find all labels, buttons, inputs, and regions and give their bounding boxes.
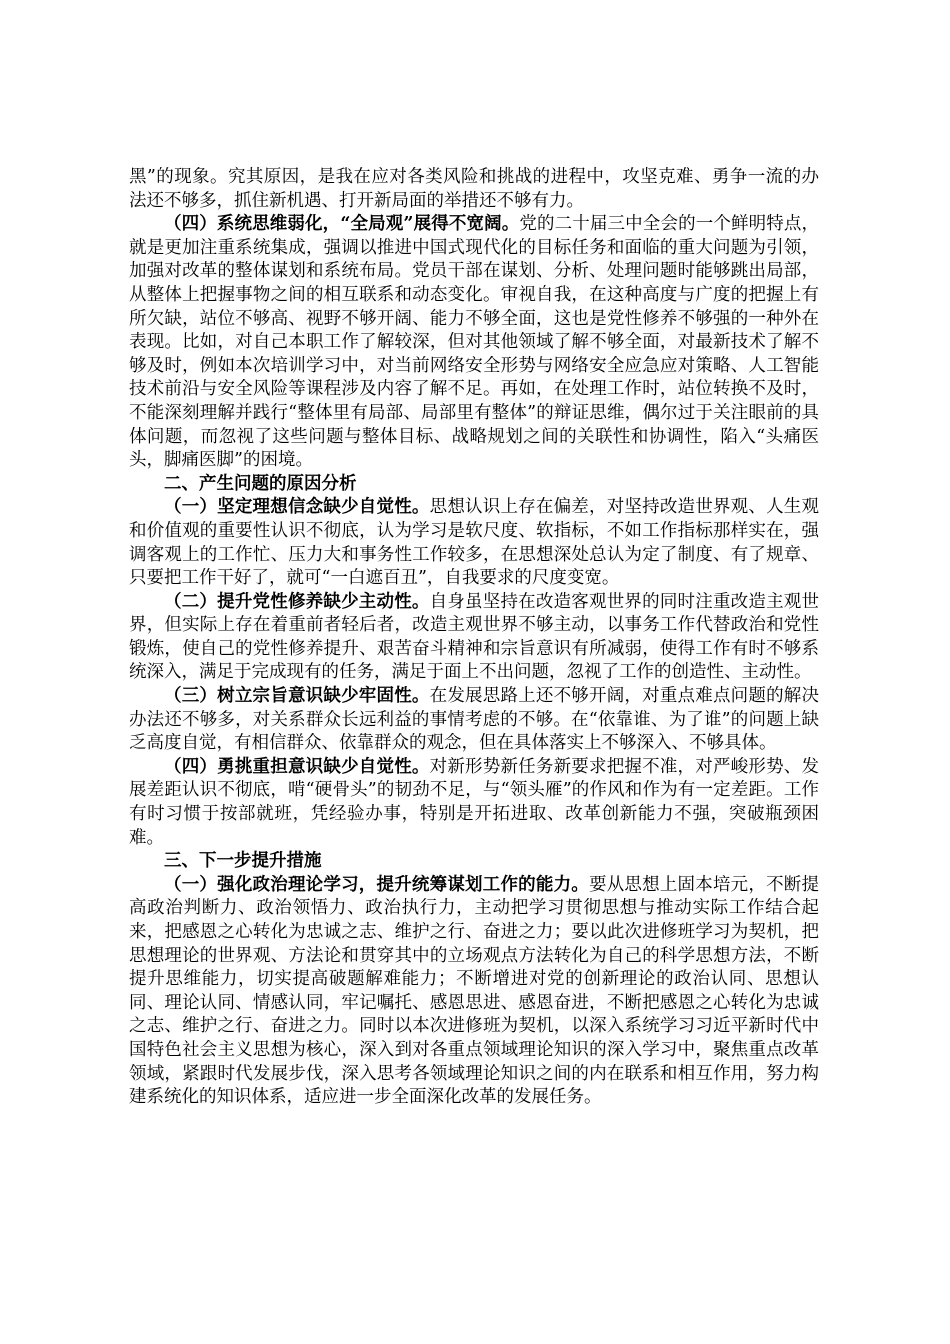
- paragraph-lead: （一）坚定理想信念缺少自觉性。: [164, 497, 430, 518]
- paragraph-text: 黑”的现象。究其原因，是我在应对各类风险和挑战的进程中，攻坚克难、勇争一流的办法还不够多，抓住新机遇、打开新局面的举措还不够有力。: [129, 167, 819, 211]
- paragraph-cause-4: [129, 756, 819, 850]
- paragraph-lead: （四）系统思维弱化，“全局观”展得不宽阔。: [164, 214, 520, 235]
- paragraph-cause-1: [129, 496, 819, 590]
- paragraph-text: 自身虽坚持在改造客观世界的同时注重改造主观世界，但实际上存在着重前者轻后者，改造主观世界不够主动，以事务工作代替政治和党性锻炼，使自己的党性修养提升、艰苦奋斗精神和宗旨意识有所减弱，使得工作有时不够系统深入，满足于完成现有的任务，满足于面上不出问题，忽视了工作的创造性、主动性。: [129, 591, 819, 683]
- document-page: [129, 166, 819, 1110]
- paragraph-cause-2: [129, 591, 819, 685]
- paragraph-lead: （三）树立宗旨意识缺少牢固性。: [164, 686, 430, 707]
- paragraph-text: 在发展思路上还不够开阔，对重点难点问题的解决办法还不够多，对关系群众长远利益的事情考虑的不够。在“依靠谁、为了谁”的问题上缺乏高度自觉，有相信群众、依靠群众的观念，但在具体落实上不够深入、不够具体。: [129, 686, 819, 754]
- paragraph-cause-3: [129, 685, 819, 756]
- paragraph-text: 思想认识上存在偏差，对坚持改造世界观、人生观和价值观的重要性认识不彻底，认为学习是软尺度、软指标，不如工作指标那样实在，强调客观上的工作忙、压力大和事务性工作较多，在思想深处总认为定了制度、有了规章、只要把工作干好了，就可“一白遮百丑”，自我要求的尺度变宽。: [129, 497, 819, 589]
- paragraph-text: 党的二十届三中全会的一个鲜明特点，就是更加注重系统集成，强调以推进中国式现代化的目标任务和面临的重大问题为引领，加强对改革的整体谋划和系统布局。党员干部在谋划、分析、处理问题时能够跳出局部，从整体上把握事物之间的相互联系和动态变化。审视自我，在这种高度与广度的把握上有所欠缺，站位不够高、视野不够开阔、能力不够全面，这也是党性修养不够强的一种外在表现。比如，对自己本职工作了解较深，但对其他领域了解不够全面，对最新技术了解不够及时，例如本次培训学习中，对当前网络安全形势与网络安全应急应对策略、人工智能技术前沿与安全风险等课程涉及内容了解不足。再如，在处理工作时，站位转换不及时，不能深刻理解并践行“整体里有局部、局部里有整体”的辩证思维，偶尔过于关注眼前的具体问题，而忽视了这些问题与整体目标、战略规划之间的关联性和协调性，陷入“头痛医头，脚痛医脚”的困境。: [129, 214, 819, 471]
- paragraph-continuation: [129, 166, 819, 213]
- paragraph-system-thinking: [129, 213, 819, 473]
- paragraph-lead: （一）强化政治理论学习，提升统筹谋划工作的能力。: [164, 874, 589, 895]
- section-heading-causes: 二、产生问题的原因分析: [164, 473, 357, 494]
- paragraph-text: 要从思想上固本培元，不断提高政治判断力、政治领悟力、政治执行力，主动把学习贯彻思想与推动实际工作结合起来，把感恩之心转化为忠诚之志、维护之行、奋进之力；要以此次进修班学习为契机，把思想理论的世界观、方法论和贯穿其中的立场观点方法转化为自己的科学思想方法，不断提升思维能力，切实提高破题解难能力；不断增进对党的创新理论的政治认同、思想认同、理论认同、情感认同，牢记嘱托、感恩思进、感恩奋进，不断把感恩之心转化为忠诚之志、维护之行、奋进之力。同时以本次进修班为契机，以深入系统学习习近平新时代中国特色社会主义思想为核心，深入到对各重点领域理论知识的深入学习中，聚焦重点改革领域，紧跟时代发展步伐，深入思考各领域理论知识之间的内在联系和相互作用，努力构建系统化的知识体系，适应进一步全面深化改革的发展任务。: [129, 874, 819, 1108]
- section-heading-measures: 三、下一步提升措施: [164, 851, 322, 872]
- paragraph-lead: （二）提升党性修养缺少主动性。: [164, 591, 430, 612]
- paragraph-text: 对新形势新任务新要求把握不准，对严峻形势、发展差距认识不彻底，啃“硬骨头”的韧劲不足，与“领头雁”的作风和作为有一定差距。工作有时习惯于按部就班，凭经验办事，特别是开拓进取、改革创新能力不强，突破瓶颈困难。: [129, 756, 819, 848]
- paragraph-lead: （四）勇挑重担意识缺少自觉性。: [164, 756, 430, 777]
- paragraph-measure-1: [129, 874, 819, 1110]
